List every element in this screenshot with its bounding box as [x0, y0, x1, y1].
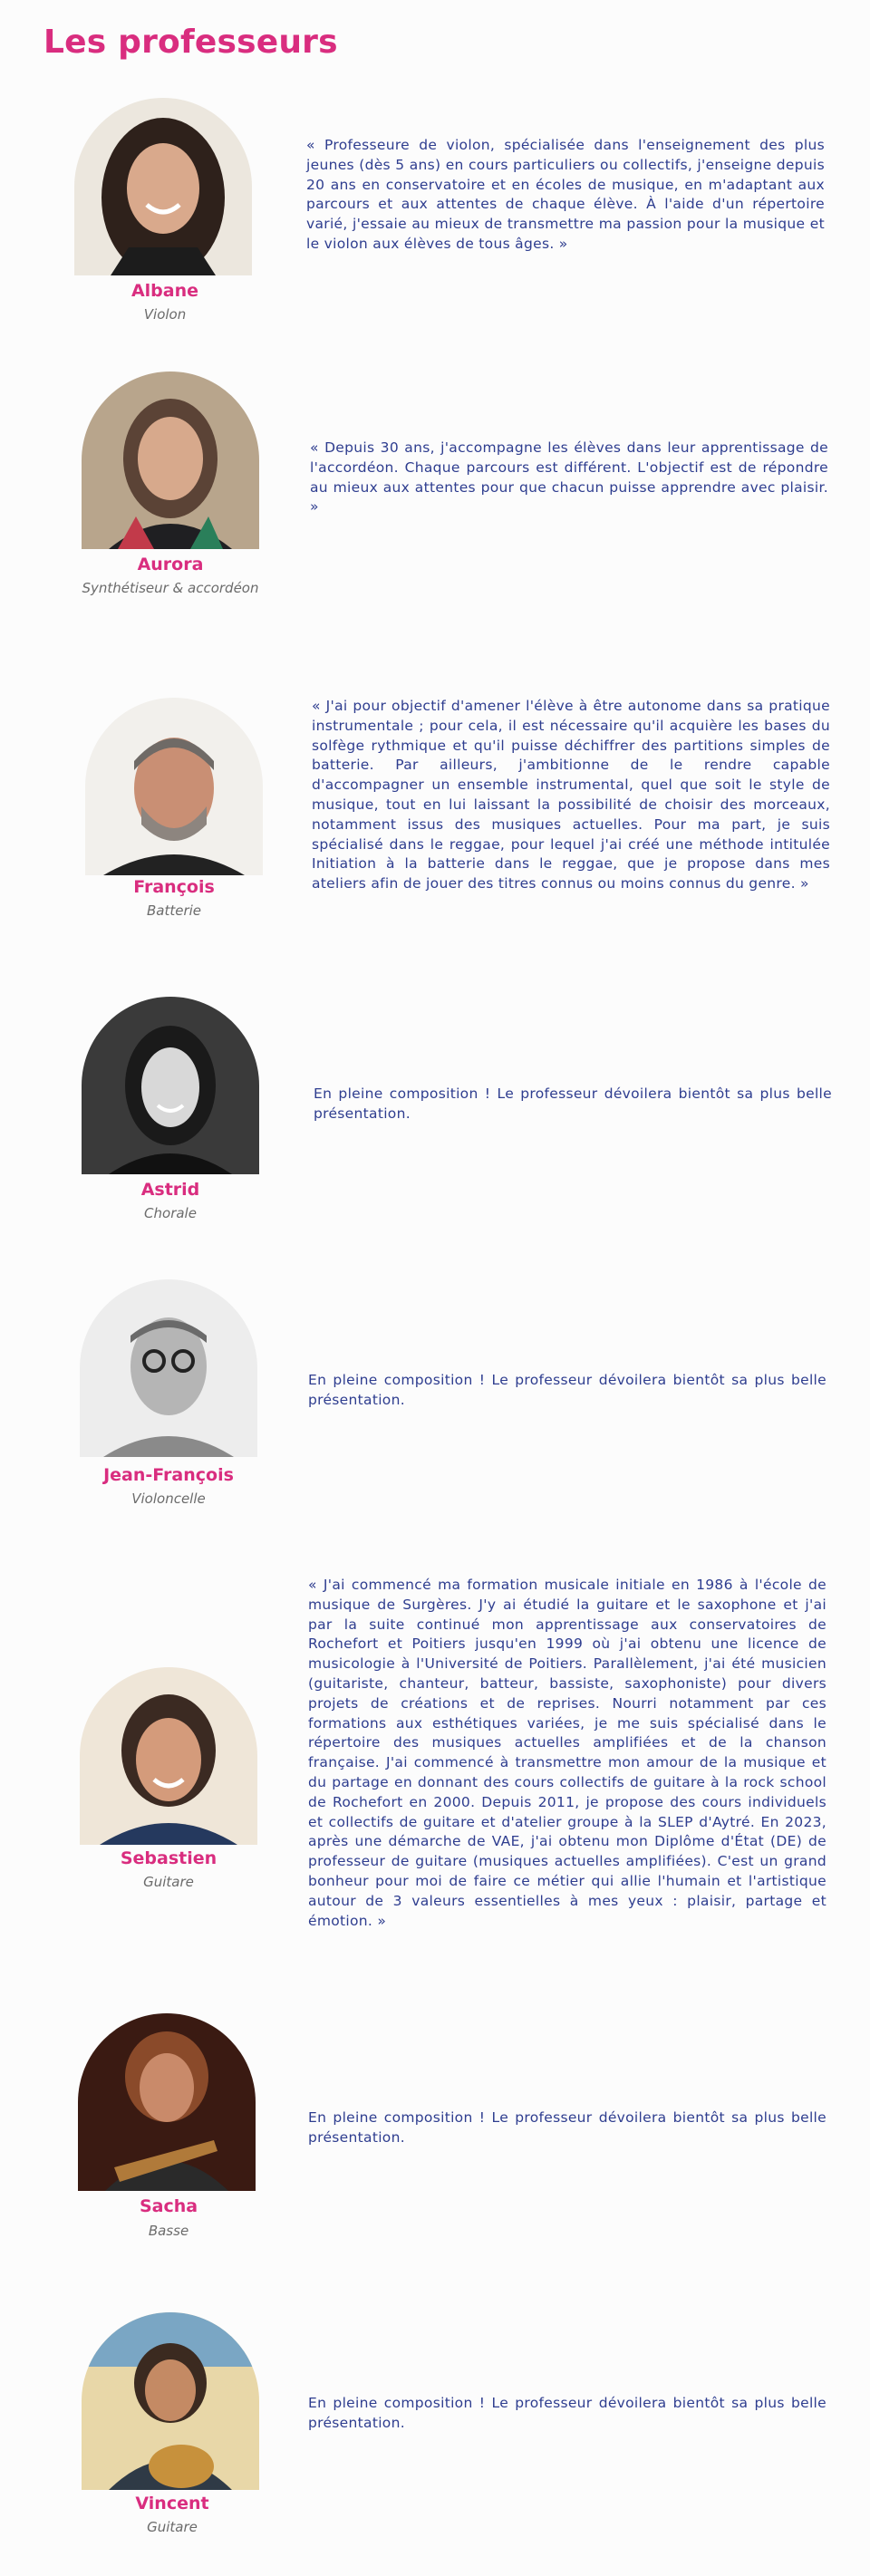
teacher-bio: En pleine composition ! Le professeur dévoilera bientôt sa plus belle présentation.	[308, 1372, 826, 1408]
teacher-instrument: Guitare	[147, 2519, 198, 2535]
teacher-photo	[82, 997, 259, 1174]
teacher-photo	[82, 2312, 259, 2490]
teacher-photo	[85, 698, 263, 875]
teacher-instrument: Chorale	[144, 1205, 197, 1221]
teacher-photo	[80, 1667, 257, 1845]
portrait-icon	[78, 2013, 256, 2191]
teacher-name: Sebastien	[120, 1848, 218, 1868]
portrait-icon	[82, 997, 259, 1174]
teacher-bio: En pleine composition ! Le professeur dévoilera bientôt sa plus belle présentation.	[308, 2109, 826, 2146]
teacher-name: François	[133, 877, 215, 897]
teacher-name: Sacha	[139, 2196, 198, 2216]
teacher-bio: « Depuis 30 ans, j'accompagne les élèves dans leur apprentissage de l'accordéon. Chaque parcours est différent. L'objectif est de répondre au mieux aux attentes pour que chacun puisse apprendre avec plaisir. »	[310, 439, 828, 516]
portrait-icon	[85, 698, 263, 875]
teacher-name: Vincent	[135, 2494, 209, 2513]
teacher-instrument: Guitare	[143, 1874, 194, 1890]
teacher-name: Albane	[130, 281, 199, 301]
page-title: Les professeurs	[44, 24, 338, 61]
teacher-name: Aurora	[137, 555, 204, 574]
teacher-instrument: Batterie	[146, 902, 202, 919]
portrait-icon	[80, 1667, 257, 1845]
teacher-photo	[74, 98, 252, 275]
teacher-bio: « Professeure de violon, spécialisée dans l'enseignement des plus jeunes (dès 5 ans) en cours particuliers ou collectifs, j'enseigne depuis 20 ans en conservatoire et en écoles de musique, en m'adaptant aux parcours et aux attentes de chaque élève. À l'aide d'un répertoire varié, j'essaie au mieux de transmettre ma passion pour la musique et le violon aux élèves de tous âges. »	[306, 137, 825, 252]
teacher-photo	[78, 2013, 256, 2191]
teacher-photo	[82, 371, 259, 549]
teacher-instrument: Synthétiseur & accordéon	[82, 580, 259, 596]
teacher-bio: En pleine composition ! Le professeur dévoilera bientôt sa plus belle présentation.	[314, 1085, 832, 1122]
portrait-icon	[82, 371, 259, 549]
teacher-instrument: Basse	[148, 2223, 189, 2239]
teacher-bio: « J'ai pour objectif d'amener l'élève à être autonome dans sa pratique instrumentale ; pour cela, il est nécessaire qu'il acquière les bases du solfège rythmique et qu'il puisse déchiffrer des partitions simples de batterie. Par ailleurs, j'ambitionne de le rendre capable d'accompagner un ensemble instrumental, quel que soit le style de musique, tout en lui laissant la possibilité de choisir des morceaux, notamment issus des musiques actuelles. Pour ma part, je suis spécialisé dans le reggae, pour lequel j'ai créé une méthode intitulée Initiation à la batterie dans le reggae, que je propose dans mes ateliers afin de jouer des titres connus ou moins connus du genre. »	[312, 698, 830, 892]
teacher-bio: « J'ai commencé ma formation musicale initiale en 1986 à l'école de musique de Surgères. J'y ai étudié la guitare et le saxophone et j'ai par la suite continué mon apprentissage aux conservatoires de Rochefort et Poitiers jusqu'en 1999 où j'ai obtenu une licence de musicologie à l'Université de Poitiers. Parallèlement, j'ai été musicien (guitariste, chanteur, batteur, bassiste, saxophoniste) pour divers projets de créations et de reprises. Nourri notamment par ces formations aux esthétiques variées, je me suis spécialisé dans le répertoire des musiques actuelles amplifiées et de la chanson française. J'ai commencé à transmettre mon amour de la musique et du partage en donnant des cours collectifs de guitare à la rock school de Rochefort en 2000. Depuis 2011, je propose des cours individuels et collectifs de guitare et d'atelier groupe à la SLEP d'Aytré. En 2023, après une démarche de VAE, j'ai obtenu mon Diplôme d'État (DE) de professeur de guitare (musiques actuelles amplifiées). C'est un grand bonheur pour moi de faire ce métier qui allie l'humain et l'artistique autour de 3 valeurs essentielles à mes yeux : plaisir, partage et émotion. »	[308, 1577, 826, 1929]
teacher-bio: En pleine composition ! Le professeur dévoilera bientôt sa plus belle présentation.	[308, 2395, 826, 2431]
teacher-instrument: Violon	[143, 306, 187, 323]
teacher-name: Astrid	[140, 1180, 200, 1200]
portrait-icon	[82, 2312, 259, 2490]
teacher-photo	[80, 1279, 257, 1457]
portrait-icon	[80, 1279, 257, 1457]
portrait-icon	[74, 98, 252, 275]
teacher-name: Jean-François	[103, 1465, 234, 1485]
teacher-instrument: Violoncelle	[131, 1491, 206, 1507]
